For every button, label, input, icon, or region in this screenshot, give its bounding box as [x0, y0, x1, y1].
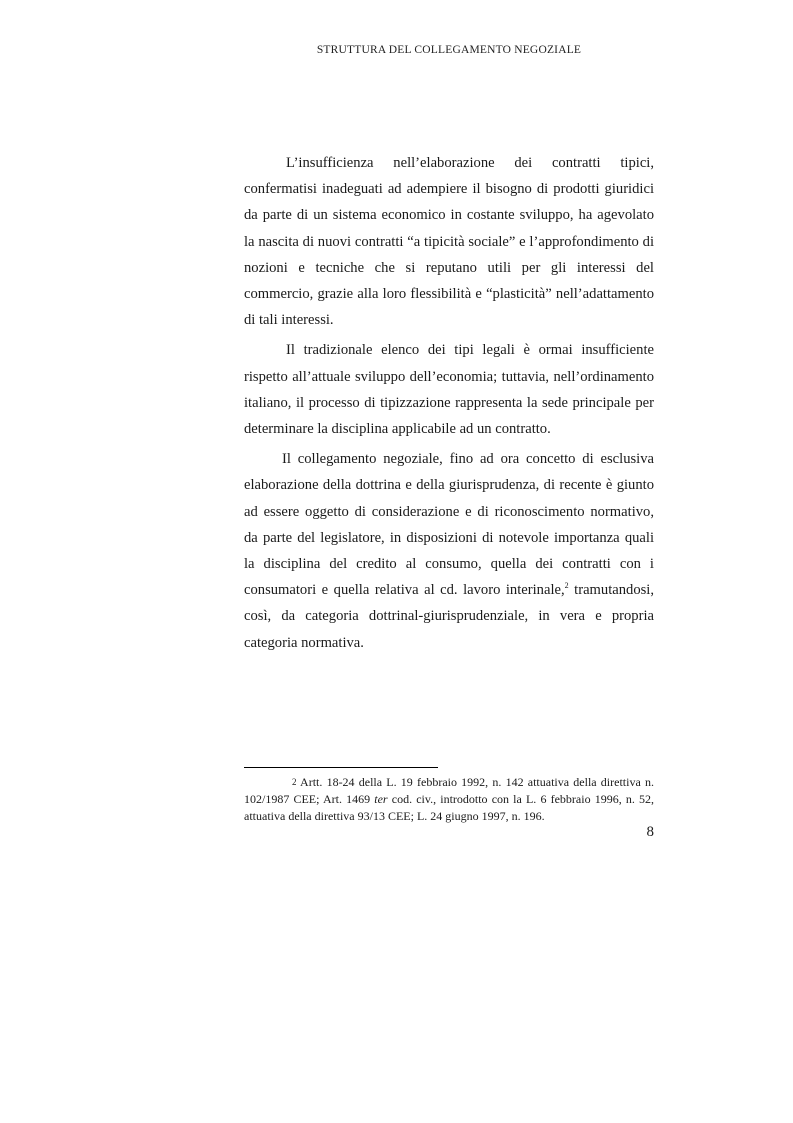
footnote-text-part-1: Artt. 18-24 della L. 19 febbraio 1992, n. 142 attuativa della direttiva n. 102/1987 CEE; Art. 1469: [244, 775, 654, 806]
paragraph-2: Il tradizionale elenco dei tipi legali è ormai insufficiente rispetto all’attuale sviluppo dell’economia; tuttavia, nell’ordinamento italiano, il processo di tipizzazione rappresenta la sede principale per determinare la disciplina applicabile ad un contratto.: [244, 342, 654, 438]
footnote-italic-ter: ter: [374, 792, 388, 806]
paragraph-1: L’insufficienza nell’elaborazione dei contratti tipici, confermatisi inadeguati ad adempiere il bisogno di prodotti giuridici da parte di un sistema economico in costante sviluppo, ha agevolato la nascita di nuovi contratti “a tipicità sociale” e l’approfondimento di nozioni e tecniche che si reputano utili per gli interessi del commercio, grazie alla loro flessibilità e “plasticità” nell’adattamento di tali interessi.: [244, 155, 654, 329]
footnote-text: [244, 774, 654, 825]
running-header: STRUTTURA DEL COLLEGAMENTO NEGOZIALE: [316, 44, 582, 56]
footnote-separator: [244, 767, 438, 768]
footnote-text-part-2: cod. civ., introdotto con la L. 6 febbraio 1996, n. 52, attuativa della direttiva 93/13 CEE; L. 24 giugno 1997, n. 196.: [244, 792, 654, 823]
footnote: [244, 774, 654, 825]
paragraph-3-text-before-note: Il collegamento negoziale, fino ad ora concetto di esclusiva elaborazione della dottrina e della giurisprudenza, di recente è giunto ad essere oggetto di considerazione e di riconoscimento normativo, da parte del legislatore, in disposizioni di notevole importanza quali la disciplina del credito al consumo, quella dei contratti con i consumatori e quella relativa al cd. lavoro interinale,: [244, 451, 654, 599]
paragraph-3-text-after-note: tramutandosi, così, da categoria dottrinal-giurisprudenziale, in vera e propria categoria normativa.: [244, 582, 655, 651]
footnote-reference[interactable]: 2: [564, 581, 569, 591]
paragraph-3: [244, 446, 654, 656]
footnote-number: 2: [292, 777, 297, 787]
page-number: 8: [646, 824, 654, 840]
body-text: [244, 150, 654, 660]
